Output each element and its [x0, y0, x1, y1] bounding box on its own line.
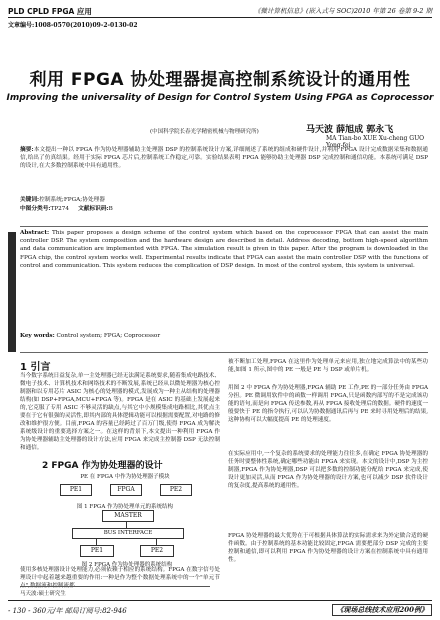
header-right: 《微计算机信息》(嵌入式与 SOC)2010 年第 26 卷第 9-2 期 — [253, 7, 432, 15]
footnote: 马天波:硕士研究生 — [20, 586, 210, 597]
keywords-cn-block — [20, 196, 428, 204]
header-rule — [8, 17, 432, 18]
right-para-2: 用图 2 中 FPGA 作为协处理器,FPGA 辅助 PE 工作,PE 的一部分任务由 FPGA 分担。PE 微调用软件中的函数一样调用 FPGA,只是函数内部写的不是完成该功能的语句,而是向 FPGA 传送参数,再从 FPGA 接收处理后的数据。硬件的速度一般要快于 PE 的指令执行,可以认为协数据通讯后再与 PE 来时寻用处理后的结果,这种协构可以大幅度提高 PE 的处理速度。 — [228, 385, 428, 423]
abstract-cn: 本文提出一种以 FPGA 作为协处理器辅助主处理器 DSP 的控制系统设计方案,详细阐述了系统的组成和硬件设计,并利用 FPGA 设计完成数据采集和数据通信,给出了仿真结果。经用于实际 FPGA 芯片后,控制系统工作稳定,可靠。实验结果表明 FPGA 能够协助主处理器 DSP 完成控制和通信功能。本系统可满足 DSP 的设计,在大多数控制系统中具有通用性。 — [20, 147, 428, 170]
fig2-master-label: MASTER — [114, 512, 142, 519]
title-cn: 利用 FPGA 协处理器提高控制系统设计的通用性 — [29, 70, 411, 90]
right-para-3: 在实际应用中,一个复杂的系统要求的处理能力往往多,在确定 FPGA 协处理器的任务时要整体性系统,确定哪些功能由 FPGA 来实现。本文的设计中,DSP 为主控制器,FPGA 作为协处理器,DSP 可以把多数的控制功能分配给 FPGA 来完成,使设计更加灵活,从而 FPGA 作为协处理器的设计方案,也可以减少 DSP 软件设计的复杂度,提高系统的通用性。 — [228, 451, 428, 489]
fig2-connector-3 — [156, 538, 157, 545]
abstract-bottom-rule — [20, 352, 428, 353]
footer-left: - 130 - 360元/年 邮局订阅号:82-946 — [8, 607, 127, 615]
title-en: Improving the universality of Design for Control System Using FPGA as Coprocessor — [6, 93, 434, 103]
fig1-box-pe1 — [60, 484, 92, 496]
clc-label: 中图分类号: — [20, 206, 51, 212]
article-number: 文章编号:1008-0570(2010)09-2-0130-02 — [8, 22, 138, 29]
figure-1-caption: 图 1 FPGA 作为协处理单元的系统结构 — [76, 504, 174, 510]
fig2-connector-2 — [96, 538, 97, 545]
fig1-box-fpga — [110, 484, 142, 496]
fig1-pe2-label: PE2 — [169, 486, 183, 493]
fig1-pe1-label: PE1 — [69, 486, 83, 493]
footer-rule — [8, 600, 432, 601]
fig1-box-pe2 — [160, 484, 192, 496]
side-band — [8, 232, 16, 352]
doc-code: B — [108, 206, 113, 212]
figure-1-title: PE 在 FPGA 中作为协处理器子模块 — [80, 474, 170, 480]
section-2-heading: 2 FPGA 作为协处理器的设计 — [42, 461, 163, 471]
keywords-en-label: Key words: — [20, 333, 55, 339]
fig2-box-pe2 — [140, 545, 174, 557]
fig2-connector-1 — [126, 521, 127, 528]
doc-code-label: 文献标识码: — [78, 206, 109, 212]
keywords-cn-label: 关键词: — [20, 197, 40, 203]
section-1-text: 当今数字系统日益复杂,单一主处理器已经无法满足系统要求,随着集成电路技术、微电子技术、计算机技术和网络技术的不断发展,系统已经从以微处理器为核心控制器和以专用芯片 ASIC 为核心的处理器的模式,发展成为一种主从结构的处理器结构(如 DSP+FPGA,MCU+FPGA 等)。FPGA 是在 ASIC 的基础上发展起来的,它克服了专用 ASIC 不够灵活的缺点,与其它中小规模集成电路相比,其优点主要在于它有很强的灵活性,即其内部的具体逻辑功能可以根据需要配置,对电路的修改和维护很方便。目前,FPGA 的容量已经跨过了百万门级,使得 FPGA 成为解决系统级设计的重要选择方案之一。在这样的背景下,本文提出一种利用 FPGA 作为协处理器辅助主处理器的设计方法,应用 FPGA 来完成主控制器 DSP 无法控制和通信。 — [20, 373, 220, 451]
abstract-en: This paper proposes a design scheme of the control system which based on the coprocessor FPGA that can assist the main controller DSP. The system composition and the hardware design are described in detail. Address decoding, bottom high-speed algorithm and data communication are implemented with FPGA. The simulation result is given in this paper. After the program is downloaded in the FPGA chip, the control system works well. Experimental results indicate that FPGA can assist the main controller DSP with the functions of control and communication. This system reduces the complication of DSP design. In most of the control system, this system is universal. — [20, 230, 428, 269]
right-para-1: 被不断加工处理,FPGA 在这里作为处理单元来应用,独立地完成算法中的某些功能,如图 1 所示,图中的 PE 一般是 PE 与 DSP 或单片机。 — [228, 359, 428, 373]
running-header — [8, 5, 432, 17]
figure-2-caption: 图 2 FPGA 作为协处理器的系统结构 — [81, 562, 173, 568]
header-left: PLD CPLD FPGA 应用 — [8, 7, 92, 16]
classification-block — [20, 205, 428, 213]
abstract-cn-label: 摘要: — [20, 147, 34, 153]
section-2-text: 使用多核处理器设计处理能力,必须依赖于相应的系统结构。FPGA 在数字信号处理设计中起着越来越重要的作用:一种是作为整个数据处理系统中的一个"单元节点",数据流和控制流都 — [20, 567, 220, 589]
fig2-pe2-label: PE2 — [150, 547, 164, 554]
fig2-box-master — [102, 510, 154, 522]
figure-2 — [62, 510, 192, 572]
fig1-fpga-label: FPGA — [117, 486, 135, 493]
footer-right: 《现场总线技术应用200例》 — [332, 604, 432, 616]
section-1-heading: 1 引言 — [20, 362, 51, 373]
fig2-box-pe1 — [80, 545, 114, 557]
keywords-cn: 控制系统;FPGA;协处理器 — [39, 197, 105, 203]
fig2-box-bus — [72, 528, 184, 539]
abstract-top-rule — [20, 226, 428, 227]
authors-cn: 马天波 薛旭成 郭永飞 — [306, 125, 394, 135]
keywords-en: Control system; FPGA; Coprocessor — [56, 333, 161, 339]
fig2-bus-label: BUS INTERFACE — [103, 530, 153, 536]
abstract-en-block — [20, 229, 428, 270]
fig2-pe1-label: PE1 — [90, 547, 104, 554]
abstract-en-label: Abstract: — [20, 230, 50, 236]
keywords-en-block — [20, 332, 428, 340]
abstract-cn-block — [20, 146, 428, 171]
clc: TP274 — [50, 206, 70, 212]
affiliation: (中国科学院长春光学精密机械与物理研究所) — [150, 129, 259, 135]
authors-en: MA Tian-bo XUE Xu-cheng GUO Yong-fei — [326, 135, 425, 149]
right-para-4: FPGA 协处理器的最大优势在于可根据具体算法的实际需求来为外定做合适的硬件函数。由于控制系统的基本功能比较固定,FPGA 需要把部分 DSP 完成的主要控制和通信,即可以利用 FPGA 作为协处理器的设计方案在控制系统中具有通用性。 — [228, 533, 428, 563]
